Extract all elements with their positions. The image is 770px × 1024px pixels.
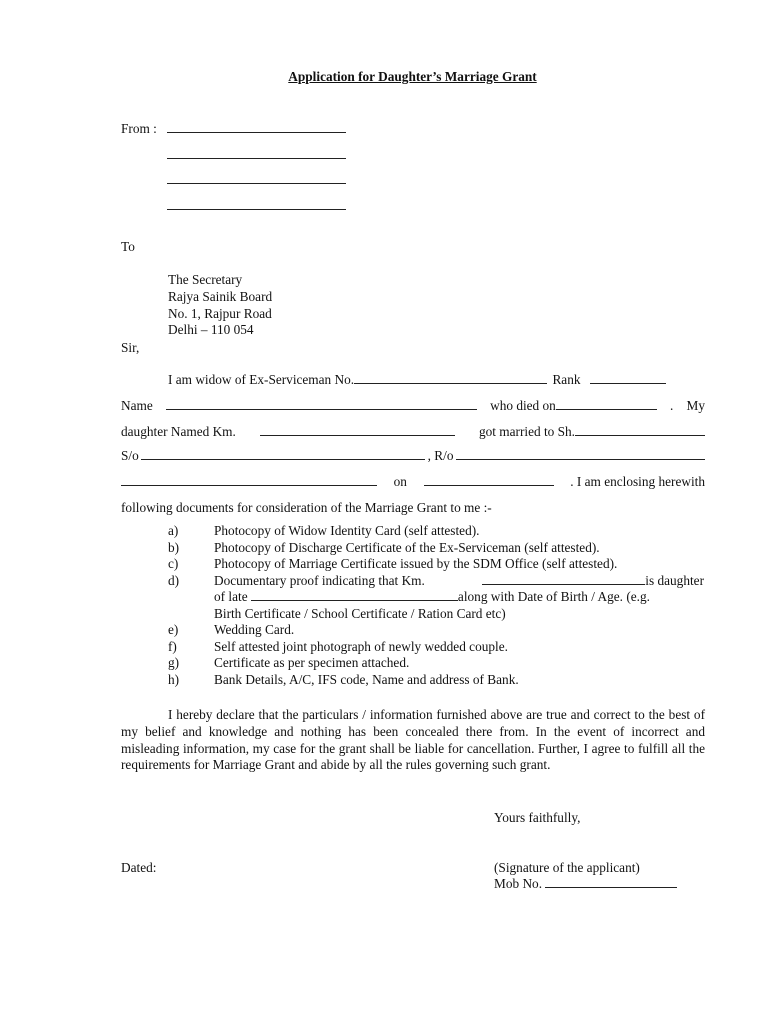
list-item-text: Certificate as per specimen attached. (214, 655, 410, 670)
so-label: S/o (121, 448, 139, 463)
body-line-1 (168, 372, 666, 389)
body-line-3 (121, 424, 705, 441)
list-item-text: Photocopy of Marriage Certificate issued by the SDM Office (self attested). (214, 556, 618, 571)
mobile-label: Mob No. (494, 876, 543, 891)
list-marker: e) (168, 622, 179, 637)
period: . (670, 398, 674, 413)
list-item (168, 556, 708, 573)
list-marker: a) (168, 523, 179, 538)
list-marker: g) (168, 655, 180, 670)
salutation: Sir, (121, 340, 140, 355)
date-of-death-blank (556, 398, 657, 410)
dated-label: Dated: (121, 860, 157, 875)
list-marker: f) (168, 638, 177, 654)
list-item-text: Photocopy of Widow Identity Card (self attested). (214, 523, 480, 538)
list-item (168, 523, 708, 540)
list-marker: b) (168, 539, 180, 555)
daughter-name-blank (260, 424, 455, 436)
daughter-named-label: daughter Named Km. (121, 424, 236, 439)
declaration-paragraph (121, 707, 705, 774)
list-item-text: Bank Details, A/C, IFS code, Name and address of Bank. (214, 671, 519, 687)
list-item (168, 672, 708, 689)
body-line-5 (121, 474, 705, 491)
list-marker: h) (168, 671, 180, 687)
late-name-blank (251, 589, 458, 601)
got-married-label: got married to Sh. (478, 424, 575, 439)
closing-text: Yours faithfully, (494, 810, 581, 825)
certificate-examples-text: Birth Certificate / School Certificate / Ration Card etc) (214, 605, 506, 621)
who-died-on-label: who died on (490, 398, 556, 413)
name-label: Name (121, 398, 153, 413)
on-label: on (393, 474, 407, 489)
list-marker: d) (168, 572, 180, 588)
list-item-text (214, 573, 708, 623)
list-item-text: Wedding Card. (214, 622, 295, 637)
name-blank (166, 398, 477, 410)
from-address-line-1 (167, 132, 346, 133)
list-item (168, 655, 708, 672)
from-label: From : (121, 121, 157, 136)
list-marker: c) (168, 556, 179, 571)
recipient-line-1: The Secretary (168, 272, 243, 287)
documentary-proof-text: Documentary proof indicating that Km. (214, 572, 425, 588)
list-item (168, 639, 708, 656)
mobile-number-row (494, 876, 677, 893)
recipient-line-2: Rajya Sainik Board (168, 289, 273, 304)
declaration-text: I hereby declare that the particulars / information furnished above are true and correct to the best of my belief and knowledge and nothing has been concealed there from. In the event of incorrect and misleading information, my case for the grant shall be liable for cancellation. Further, I agree to fulfill all the requirements for Marriage Grant and abide by all the rules governing such grant. (121, 707, 705, 773)
from-address-line-4 (167, 209, 346, 210)
widow-of-text: I am widow of Ex-Serviceman No. (168, 372, 355, 387)
signature-label: (Signature of the applicant) (494, 860, 640, 875)
recipient-line-3: No. 1, Rajpur Road (168, 306, 272, 321)
husband-name-blank (575, 424, 705, 436)
residence-blank (456, 448, 705, 460)
rank-blank (590, 372, 666, 384)
document-title: Application for Daughter’s Marriage Grant (288, 69, 537, 84)
father-name-blank (141, 448, 425, 460)
following-documents-text: following documents for consideration of the Marriage Grant to me :- (121, 500, 492, 515)
my-text: My (686, 398, 705, 413)
recipient-line-4: Delhi – 110 054 (168, 322, 254, 337)
to-label: To (121, 239, 135, 254)
ex-serviceman-number-blank (354, 372, 547, 384)
list-item (168, 622, 708, 639)
mobile-number-blank (545, 876, 677, 888)
residence-continued-blank (121, 474, 377, 486)
from-address-line-3 (167, 183, 346, 184)
enclosing-text: . I am enclosing herewith (570, 474, 705, 489)
of-late-text: of late (214, 589, 248, 604)
list-item-text: Self attested joint photograph of newly wedded couple. (214, 638, 508, 654)
list-item-text: Photocopy of Discharge Certificate of the Ex-Serviceman (self attested). (214, 539, 600, 555)
list-item (168, 573, 708, 623)
ro-label: , R/o (427, 448, 454, 463)
documents-list (168, 523, 708, 688)
body-line-2 (121, 398, 705, 415)
marriage-date-blank (424, 474, 554, 486)
list-item (168, 540, 708, 557)
is-daughter-text: is daughter (645, 572, 704, 588)
daughter-km-blank (482, 573, 645, 585)
body-line-4 (121, 448, 705, 465)
date-of-birth-text: along with Date of Birth / Age. (e.g. (457, 589, 650, 604)
rank-label: Rank (552, 372, 581, 387)
from-address-line-2 (167, 158, 346, 159)
